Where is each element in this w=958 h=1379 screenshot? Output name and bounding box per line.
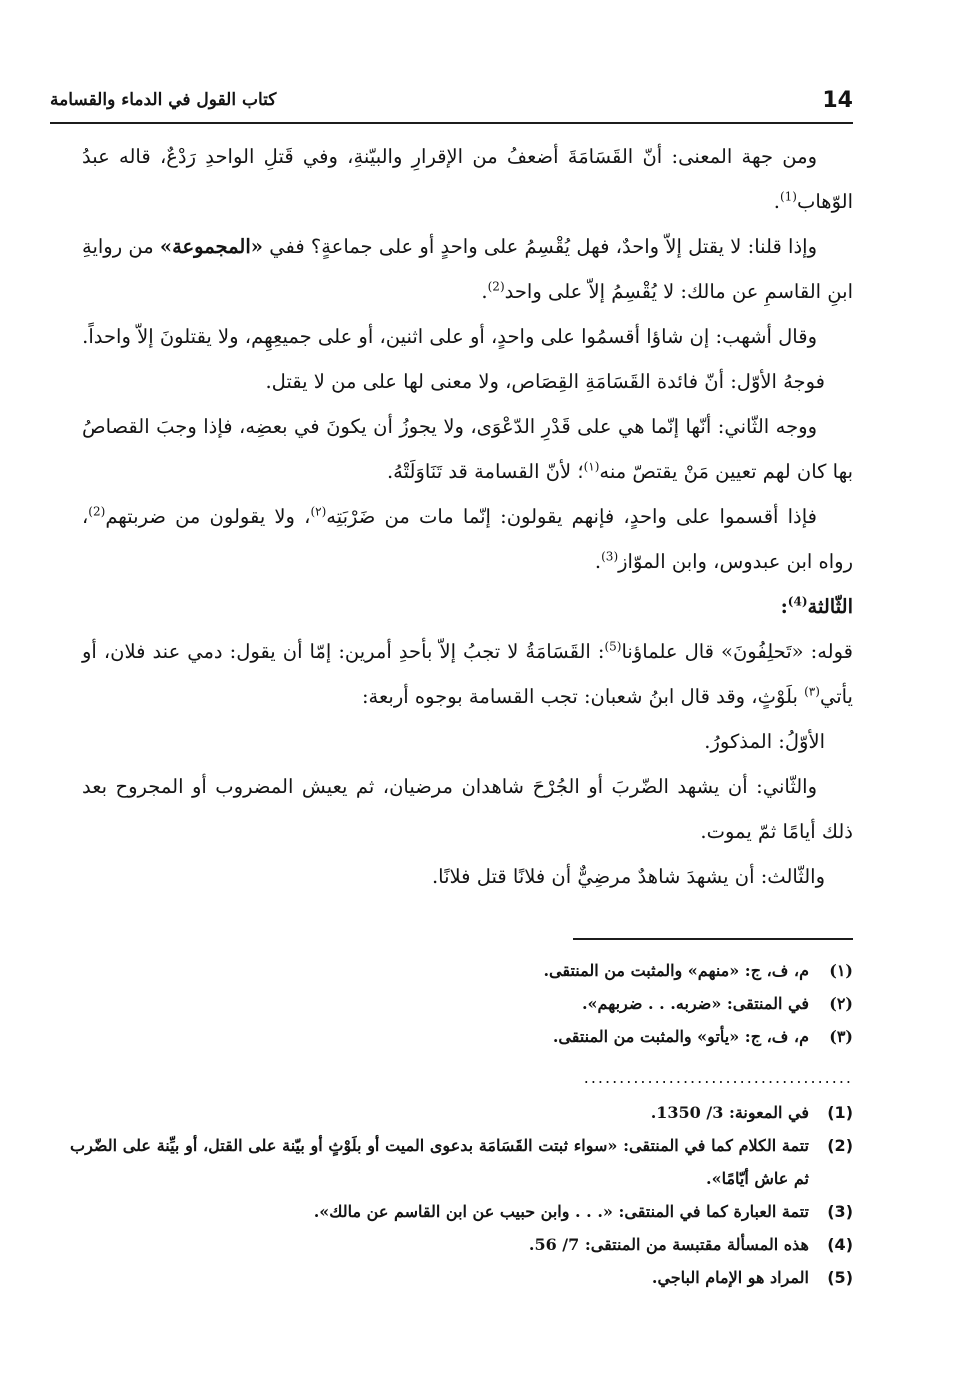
running-title: كتاب القول في الدماء والقسامة	[50, 90, 277, 110]
paragraph: فوجهُ الأوّل: أنّ فائدة القَسَامَةِ القِصَاص، ولا معنى لها على من لا يقتل.	[265, 370, 825, 393]
footnote-item	[70, 987, 853, 1020]
paragraph-text: : القَسَامَةُ لا تجبُ إلاّ بأحدِ أمرين: إمّا أن يقول: دمي عند فلان، أو يأتي	[82, 640, 853, 708]
footnote-ref: (2)	[487, 279, 505, 294]
punctuation: .	[481, 280, 488, 303]
footnote-text: تتمة الكلام كما في المنتقى: «سواء ثبتت القَسَامَة بدعوى الميت أو بلَوْثٍ أو بيّنة على القتل، أو بيِّنة على الضّرب ثم عاش أيّامًا».	[70, 1136, 809, 1188]
footnote-text: تتمة العبارة كما في المنتقى: «. . . وابن حبيب عن ابن القاسم عن مالك».	[313, 1202, 809, 1221]
paragraph-text: وإذا قلنا: لا يقتل إلاّ واحدٌ، فهل يُقْسِمُ على واحدٍ أو على جماعةٍ؟ ففي	[269, 235, 817, 258]
footnote-item	[70, 1195, 853, 1228]
footnote-number: (2)	[827, 1136, 853, 1155]
footnote-text: م، ف، ج: «منهم» والمثبت من المنتقى.	[543, 961, 809, 980]
footnote-item	[70, 954, 853, 987]
footnote-separator-line	[573, 938, 853, 940]
paragraph	[82, 629, 853, 719]
footnote-ref: (2)	[88, 504, 106, 519]
paragraph-text: ؛ لأنّ القسامة قد تَنَاوَلَتْهُ.	[386, 460, 584, 483]
footnote-number: (٢)	[829, 994, 853, 1013]
editor-footnotes	[70, 954, 853, 1053]
footnote-number: (١)	[829, 961, 853, 980]
section-heading	[82, 584, 853, 629]
paragraph	[82, 224, 853, 314]
punctuation: .	[594, 550, 602, 573]
paragraph-text: فإذا أقسموا على واحدٍ، فإنهم يقولون: إنّما مات من ضَرْبَتِه	[326, 505, 817, 528]
paragraph	[82, 494, 853, 584]
footnote-item	[70, 1129, 853, 1195]
book-title: «المجموعة»	[159, 235, 263, 258]
footnote-item	[70, 1261, 853, 1294]
paragraph	[82, 404, 853, 494]
footnote-ref: (٢)	[310, 504, 327, 519]
footnote-text: هذه المسألة مقتبسة من المنتقى: 7/ 56.	[528, 1235, 809, 1254]
footnote-item	[70, 1020, 853, 1053]
footnote-number: (3)	[827, 1202, 853, 1221]
heading-text: الثّالثة	[807, 595, 853, 618]
footnote-number: (5)	[827, 1268, 853, 1287]
paragraph-text: ومن جهة المعنى: أنّ القَسَامَةَ أضعفُ من الإقرارِ والبيّنةِ، وفي قَتلِ الواحدِ رَدْعٌ، قاله عبدُ الوّهاب	[82, 145, 853, 213]
footnote-item	[70, 1228, 853, 1261]
paragraph-text: قوله: «تَحلِفُونَ» قال علماؤنا	[621, 640, 853, 663]
paragraph-text: ووجه الثّاني: أنّها إنّما هي على قَدْرِ الدّعْوَى، ولا يجوزُ أن يكونَ في بعضِه، فإذا وجبَ القصاصُ بها كان لهم تعيين مَنْ يقتصّ منه	[82, 415, 853, 483]
dotted-separator: ......................................	[583, 1068, 853, 1087]
footnote-ref: (1)	[779, 189, 797, 204]
punctuation: .	[773, 190, 780, 213]
footnote-ref: (3)	[601, 549, 619, 564]
footnote-number: (4)	[827, 1235, 853, 1254]
paragraph-text: بلَوْثٍ، وقد قال ابنُ شعبان: تجب القسامة بوجوه أربعة:	[361, 685, 805, 708]
footnote-text: م، ف، ج: «يأتو» والمثبت من المنتقى.	[552, 1027, 809, 1046]
paragraph-text: من روايةِ ابنِ القاسمِ عن مالك: لا يُقْسِمُ إلاّ على واحد	[82, 235, 853, 303]
main-text	[82, 134, 853, 899]
commentary-footnotes	[70, 1096, 853, 1294]
paragraph: والثّالث: أن يشهدَ شاهدٌ مرضِيٌّ أن فلانًا قتل فلانًا.	[431, 865, 825, 888]
footnote-ref: (4)	[787, 594, 808, 609]
paragraph: وقال أشهب: إن شاؤا أقسمُوا على واحدٍ، أو على اثنين، أو على جميعِهِم، ولا يقتلونَ إلاّ واحداً.	[82, 325, 817, 348]
page-number: 14	[822, 88, 853, 113]
footnote-text: في المعونة: 3/ 1350.	[650, 1103, 809, 1122]
footnote-text: المراد هو الإمام الباجي.	[651, 1268, 809, 1287]
footnote-ref: (٣)	[804, 684, 820, 699]
footnote-ref: (5)	[604, 639, 622, 654]
paragraph	[82, 134, 853, 224]
footnote-item	[70, 1096, 853, 1129]
page-header	[50, 88, 853, 124]
footnote-ref: (١)	[583, 459, 600, 474]
paragraph: الأوّلُ: المذكورُ.	[704, 730, 825, 753]
paragraph: والثّاني: أن يشهد الضّربَ أو الجُرْحَ شاهدان مرضيان، ثم يعيش المضروب أو المجروح بعد ذلك أيامًا ثمّ يموت.	[82, 775, 853, 843]
paragraph-text: ، رواه ابن عبدوس، وابن الموّاز	[82, 505, 853, 573]
footnote-text: في المنتقى: «ضربه. . . ضربهم».	[581, 994, 809, 1013]
paragraph-text: ، ولا يقولون من ضربتهم	[105, 505, 311, 528]
footnote-number: (1)	[827, 1103, 853, 1122]
footnote-number: (٣)	[829, 1027, 853, 1046]
punctuation: :	[780, 595, 788, 618]
